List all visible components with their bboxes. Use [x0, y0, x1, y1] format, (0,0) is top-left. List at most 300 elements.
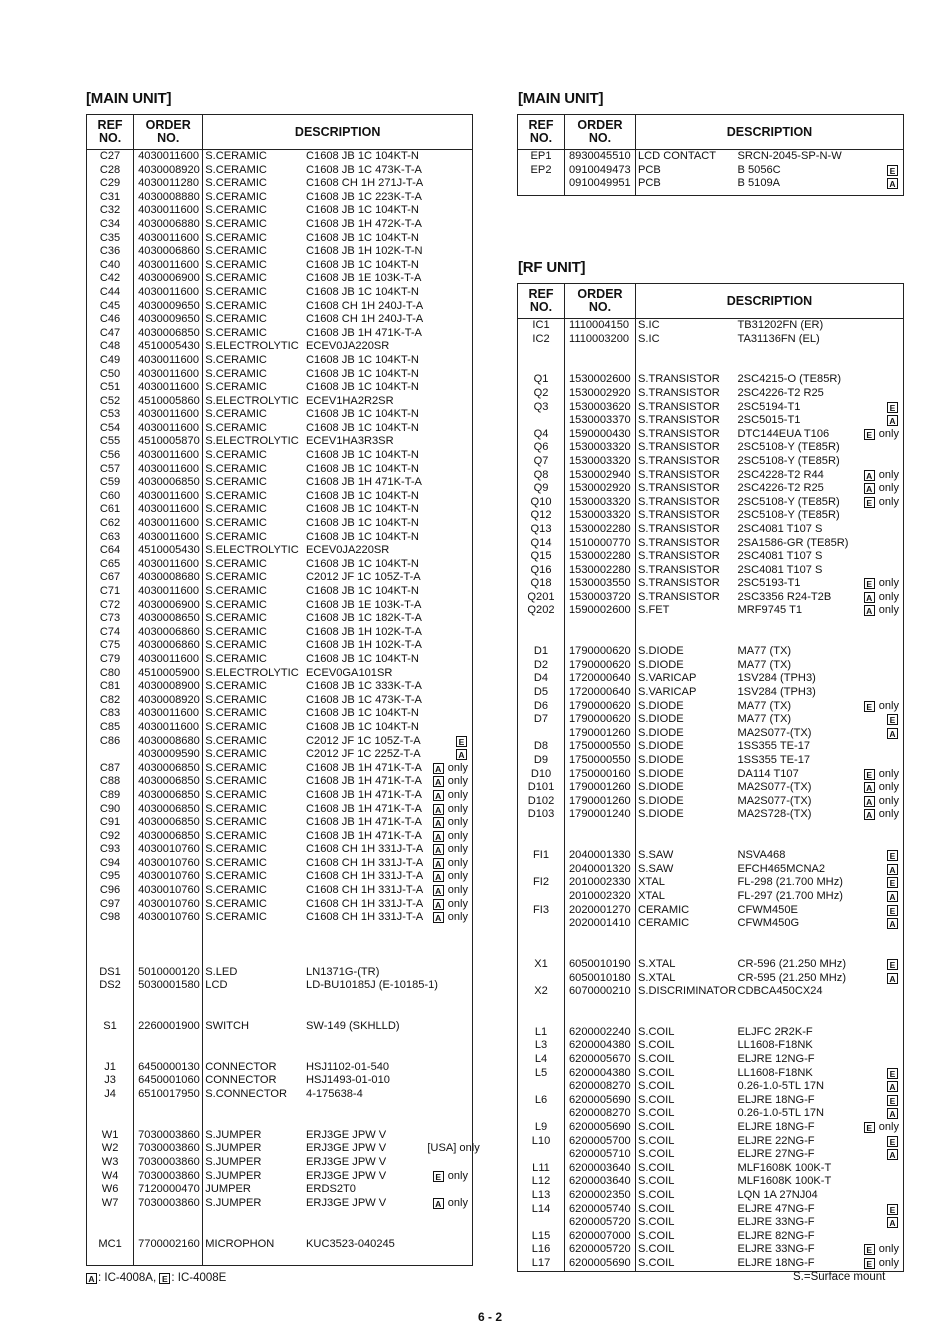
part-value-cell: CR-596 (21.250 MHz)	[737, 957, 847, 970]
order-no-cell: 4030008920	[134, 164, 203, 178]
part-value-cell: C2012 JF 1C 105Z-T-A	[306, 571, 421, 584]
part-type-cell: S.CERAMIC	[205, 788, 267, 801]
model-note-cell: E only	[858, 700, 904, 714]
spacer-row	[87, 1047, 473, 1061]
table-row	[518, 1135, 904, 1149]
spacer-row	[87, 1210, 473, 1224]
description-header: DESCRIPTION	[636, 284, 904, 319]
spacer-row	[518, 360, 904, 374]
order-no-cell: 1750000550	[565, 740, 636, 754]
part-value-cell: C1608 CH 1H 331J-T-A	[306, 911, 424, 924]
model-a-icon: A	[433, 899, 444, 910]
model-note-cell	[858, 1162, 904, 1176]
order-no-cell: 4030006850	[134, 789, 203, 803]
table-row	[87, 653, 473, 667]
part-type-cell: S.DIODE	[638, 808, 684, 821]
part-value-cell: MA2S728-(TX)	[737, 808, 812, 821]
spacer-row	[87, 993, 473, 1007]
ref-no-cell: L11	[518, 1162, 565, 1176]
model-note-cell	[426, 300, 472, 314]
part-type-cell: CONNECTOR	[205, 1074, 277, 1087]
model-note-cell	[426, 694, 472, 708]
model-note-cell: A only	[426, 898, 472, 912]
table-row	[518, 863, 904, 877]
order-no-cell: 4030006860	[134, 245, 203, 259]
part-value-cell: ELJRE 18NG-F	[737, 1093, 815, 1106]
part-value-cell: MA2S077-(TX)	[737, 726, 812, 739]
spacer-row	[87, 952, 473, 966]
model-a-icon: A	[86, 1273, 97, 1284]
model-note-cell: A only	[858, 604, 904, 618]
ref-no-cell: Q2	[518, 387, 565, 401]
order-no-cell: 6200005720	[565, 1216, 636, 1230]
part-value-cell: MLF1608K 100K-T	[737, 1161, 832, 1174]
model-note-cell	[858, 1053, 904, 1067]
order-no-cell: 7030003860	[134, 1142, 203, 1156]
table-row	[87, 435, 473, 449]
model-note-cell	[858, 849, 904, 863]
model-note-cell	[426, 395, 472, 409]
main-unit-parts-table-2	[517, 114, 904, 196]
part-value-cell: ELJFC 2R2K-F	[737, 1025, 813, 1038]
part-value-cell: 2SC4081 T107 S	[737, 563, 823, 576]
order-no-cell: 1790000620	[565, 713, 636, 727]
part-value-cell: ELJRE 18NG-F	[737, 1256, 815, 1269]
part-value-cell: ERDS2T0	[306, 1183, 356, 1196]
table-row	[87, 612, 473, 626]
model-note-cell	[426, 327, 472, 341]
part-value-cell: C1608 CH 1H 331J-T-A	[306, 884, 424, 897]
order-no-cell: 4030011600	[134, 422, 203, 436]
ref-no-cell: C81	[87, 680, 134, 694]
table-row	[87, 789, 473, 803]
table-row	[518, 1080, 904, 1094]
part-type-cell: S.TRANSISTOR	[638, 400, 720, 413]
order-no-cell: 4030011280	[134, 177, 203, 191]
model-a-icon: A	[887, 973, 898, 984]
order-no-cell: 1530002280	[565, 523, 636, 537]
order-no-cell: 6200005740	[565, 1203, 636, 1217]
table-row	[87, 408, 473, 422]
table-row	[518, 1203, 904, 1217]
table-row	[87, 463, 473, 477]
table-row	[87, 422, 473, 436]
model-note-cell: A only	[426, 1197, 472, 1211]
spacer-row	[87, 1034, 473, 1048]
model-note-cell	[426, 164, 472, 178]
ref-no-cell: J3	[87, 1074, 134, 1088]
model-note-cell	[426, 408, 472, 422]
table-row	[518, 564, 904, 578]
model-a-icon: A	[887, 178, 898, 189]
order-no-cell: 4030006860	[134, 639, 203, 653]
model-e-icon: E	[864, 578, 875, 589]
table-row	[87, 300, 473, 314]
table-row	[87, 1129, 473, 1143]
part-value-cell: C1608 JB 1C 104KT-N	[306, 585, 419, 597]
part-value-cell: 1SS355 TE-17	[737, 754, 811, 766]
order-no-cell: 4030010760	[134, 843, 203, 857]
table-row	[87, 177, 473, 191]
model-note-cell	[426, 422, 472, 436]
table-row	[87, 830, 473, 844]
model-a-icon: A	[433, 763, 444, 774]
part-type-cell: S.CERAMIC	[205, 503, 267, 516]
order-no-cell: 4030011600	[134, 653, 203, 667]
ref-no-cell: C53	[87, 408, 134, 422]
order-no-cell: 1790000620	[565, 700, 636, 714]
table-row	[87, 340, 473, 354]
model-a-icon: A	[864, 483, 875, 494]
model-a-icon: A	[433, 790, 444, 801]
part-value-cell: 2SC4215-O (TE85R)	[737, 373, 842, 386]
table-row	[87, 1061, 473, 1075]
model-note-cell	[858, 1039, 904, 1053]
model-note-cell: E only	[858, 496, 904, 510]
order-no-cell: 4030010760	[134, 884, 203, 898]
order-no-cell: 4030010760	[134, 857, 203, 871]
part-value-cell: C1608 CH 1H 331J-T-A	[306, 843, 424, 856]
model-e-icon: E	[864, 1244, 875, 1255]
ref-no-cell: C44	[87, 286, 134, 300]
order-no-cell: 5010000120	[134, 966, 203, 980]
part-type-cell: S.CERAMIC	[205, 245, 267, 258]
part-value-cell: C1608 CH 1H 271J-T-A	[306, 177, 424, 190]
ref-no-cell: X2	[518, 985, 565, 999]
model-note-cell	[858, 177, 904, 191]
spacer-row	[518, 1012, 904, 1026]
part-type-cell: LCD	[205, 979, 228, 992]
model-note-cell	[858, 686, 904, 700]
part-type-cell: S.DIODE	[638, 740, 684, 753]
table-row	[518, 781, 904, 795]
part-value-cell: C1608 JB 1C 473K-T-A	[306, 693, 422, 706]
ref-no-cell: C52	[87, 395, 134, 409]
part-type-cell: S.CERAMIC	[205, 761, 267, 774]
model-note-cell	[426, 1238, 472, 1252]
model-note-cell	[426, 721, 472, 735]
table-row	[87, 531, 473, 545]
order-no-cell: 6200002350	[565, 1189, 636, 1203]
order-no-cell: 6050010180	[565, 972, 636, 986]
table-row	[518, 700, 904, 714]
model-note-cell	[858, 917, 904, 931]
order-no-cell: 4030011600	[134, 354, 203, 368]
part-value-cell: C1608 JB 1C 104KT-N	[306, 652, 419, 665]
model-note-cell	[426, 1183, 472, 1197]
ref-no-cell: C83	[87, 707, 134, 721]
table-row	[87, 1238, 473, 1252]
ref-no-cell	[518, 177, 565, 191]
table-row	[87, 1088, 473, 1102]
model-note-cell	[858, 164, 904, 178]
part-value-cell: 2SC4228-T2 R44	[737, 468, 824, 481]
model-note-cell	[426, 1061, 472, 1075]
part-value-cell: 4-175638-4	[306, 1087, 363, 1100]
ref-no-cell: Q201	[518, 591, 565, 605]
model-note-cell	[426, 1074, 472, 1088]
ref-no-cell: W4	[87, 1170, 134, 1184]
model-e-icon: E	[864, 769, 875, 780]
ref-no-cell: Q9	[518, 482, 565, 496]
table-row	[518, 455, 904, 469]
part-value-cell: C1608 JB 1H 102K-T-A	[306, 625, 422, 638]
model-note-cell: A only	[858, 795, 904, 809]
order-no-cell: 7030003860	[134, 1156, 203, 1170]
part-type-cell: S.CERAMIC	[205, 408, 267, 421]
part-type-cell: S.LED	[205, 965, 238, 978]
ref-no-cell: Q8	[518, 469, 565, 483]
ref-no-cell: C55	[87, 435, 134, 449]
part-type-cell: S.JUMPER	[205, 1196, 262, 1209]
model-note-cell	[426, 748, 472, 762]
order-no-cell: 2020001410	[565, 917, 636, 931]
order-no-cell: 4030010760	[134, 870, 203, 884]
model-note-cell	[858, 972, 904, 986]
part-value-cell: C1608 JB 1C 104KT-N	[306, 150, 419, 162]
order-no-cell: 7700002160	[134, 1238, 203, 1252]
ref-no-cell: Q4	[518, 428, 565, 442]
ref-no-cell: L16	[518, 1243, 565, 1257]
order-no-cell: 1790001260	[565, 781, 636, 795]
model-e-icon: E	[433, 1171, 444, 1182]
table-row	[87, 639, 473, 653]
model-a-icon: A	[864, 782, 875, 793]
model-note-cell	[858, 564, 904, 578]
order-no-cell: 1530003720	[565, 591, 636, 605]
part-type-cell: S.CERAMIC	[205, 217, 267, 230]
part-value-cell: C1608 CH 1H 331J-T-A	[306, 897, 424, 910]
table-row	[87, 1197, 473, 1211]
part-value-cell: C1608 JB 1C 104KT-N	[306, 204, 419, 217]
description-header: DESCRIPTION	[636, 115, 904, 150]
model-note-cell	[426, 286, 472, 300]
part-value-cell: C1608 JB 1H 102K-T-A	[306, 639, 422, 652]
model-a-icon: A	[864, 796, 875, 807]
part-type-cell: S.CERAMIC	[205, 612, 267, 625]
model-note-cell	[426, 177, 472, 191]
table-row	[87, 979, 473, 993]
part-value-cell: 0.26-1.0-5TL 17N	[737, 1080, 825, 1093]
ref-no-cell	[87, 748, 134, 762]
order-no-cell: 1530003320	[565, 509, 636, 523]
ref-no-cell: D10	[518, 768, 565, 782]
order-no-cell: 6200007000	[565, 1230, 636, 1244]
part-type-cell: S.VARICAP	[638, 686, 697, 699]
order-no-cell: 2010002330	[565, 876, 636, 890]
ref-no-cell: C50	[87, 368, 134, 382]
table-row	[518, 1162, 904, 1176]
page-number: 6 - 2	[478, 1310, 503, 1324]
ref-no-cell: DS2	[87, 979, 134, 993]
order-no-cell: 2040001330	[565, 849, 636, 863]
order-no-cell: 6200005720	[565, 1243, 636, 1257]
order-no-header: ORDER NO.	[565, 284, 636, 319]
order-no-cell: 1750000550	[565, 754, 636, 768]
part-type-cell: S.CERAMIC	[205, 163, 267, 176]
order-no-cell: 1530002280	[565, 564, 636, 578]
order-no-cell: 4030011600	[134, 204, 203, 218]
order-no-cell: 0910049473	[565, 164, 636, 178]
order-no-cell: 4030011600	[134, 286, 203, 300]
order-no-cell: 1720000640	[565, 672, 636, 686]
model-note-cell: E only	[858, 1243, 904, 1257]
model-e-icon: E	[887, 905, 898, 916]
ref-no-cell: C91	[87, 816, 134, 830]
part-value-cell: 2SC5193-T1	[737, 577, 801, 590]
table-row	[87, 150, 473, 164]
part-value-cell: ECEV1HA3R3SR	[306, 435, 394, 448]
spacer-row	[518, 999, 904, 1013]
table-row	[518, 890, 904, 904]
part-value-cell: B 5109A	[737, 177, 781, 190]
table-row	[87, 395, 473, 409]
order-no-cell: 4030006850	[134, 816, 203, 830]
part-type-cell: S.VARICAP	[638, 672, 697, 685]
order-no-cell: 6200005690	[565, 1257, 636, 1271]
model-a-icon: A	[864, 592, 875, 603]
model-note-cell: A only	[426, 843, 472, 857]
table-row	[87, 884, 473, 898]
part-type-cell: S.TRANSISTOR	[638, 441, 720, 454]
ref-no-cell: C65	[87, 558, 134, 572]
table-row	[87, 735, 473, 749]
part-type-cell: S.JUMPER	[205, 1128, 262, 1141]
part-value-cell: LQN 1A 27NJ04	[737, 1189, 818, 1201]
order-no-cell: 1790000620	[565, 659, 636, 673]
model-note-cell: A only	[426, 884, 472, 898]
model-a-icon: A	[887, 1217, 898, 1228]
table-row	[87, 911, 473, 925]
part-value-cell: C1608 JB 1C 104KT-N	[306, 367, 419, 380]
ref-no-header: REF NO.	[518, 284, 565, 319]
ref-no-cell: Q15	[518, 550, 565, 564]
table-row	[518, 1107, 904, 1121]
order-no-cell: 1590002600	[565, 604, 636, 618]
order-no-cell: 4030011600	[134, 490, 203, 504]
order-no-cell: 4030011600	[134, 259, 203, 273]
part-value-cell: C1608 JB 1H 472K-T-A	[306, 217, 422, 230]
order-no-cell: 4030011600	[134, 368, 203, 382]
order-no-cell: 5030001580	[134, 979, 203, 993]
table-row	[518, 1121, 904, 1135]
table-row	[518, 509, 904, 523]
ref-no-cell: W2	[87, 1142, 134, 1156]
part-value-cell: C1608 JB 1H 102K-T-N	[306, 245, 423, 258]
model-note-cell	[858, 1148, 904, 1162]
part-value-cell: C1608 CH 1H 331J-T-A	[306, 870, 424, 883]
model-note-cell	[858, 150, 904, 164]
table-row	[87, 368, 473, 382]
part-type-cell: PCB	[638, 177, 661, 190]
ref-no-cell: C97	[87, 898, 134, 912]
part-type-cell: JUMPER	[205, 1183, 251, 1196]
model-note-cell	[858, 713, 904, 727]
ref-no-cell: C60	[87, 490, 134, 504]
model-e-icon: E	[887, 402, 898, 413]
table-row	[518, 917, 904, 931]
part-type-cell: S.CERAMIC	[205, 299, 267, 312]
part-value-cell: 1SV284 (TPH3)	[737, 686, 816, 699]
spacer-row	[518, 931, 904, 945]
table-row	[518, 672, 904, 686]
part-value-cell: CFWM450G	[737, 917, 800, 930]
table-row	[518, 577, 904, 591]
ref-no-cell	[518, 727, 565, 741]
ref-no-cell: FI1	[518, 849, 565, 863]
model-note-cell	[858, 1203, 904, 1217]
model-note-cell: A only	[426, 816, 472, 830]
ref-no-cell: L14	[518, 1203, 565, 1217]
model-note-cell	[426, 544, 472, 558]
model-note-cell	[858, 414, 904, 428]
part-value-cell: ELJRE 47NG-F	[737, 1202, 815, 1215]
table-row	[518, 428, 904, 442]
spacer-row	[518, 632, 904, 646]
model-e-icon: E	[887, 1136, 898, 1147]
model-note-cell	[426, 680, 472, 694]
part-type-cell: S.COIL	[638, 1134, 675, 1147]
ref-no-cell: L9	[518, 1121, 565, 1135]
model-a-icon: A	[433, 817, 444, 828]
table-row	[87, 626, 473, 640]
part-value-cell: C1608 JB 1C 104KT-N	[306, 489, 419, 502]
part-value-cell: FL-297 (21.700 MHz)	[737, 889, 843, 902]
order-no-cell: 4030006850	[134, 830, 203, 844]
part-type-cell: S.CERAMIC	[205, 870, 267, 883]
part-value-cell: 2SC5194-T1	[737, 400, 801, 413]
table-row	[518, 1243, 904, 1257]
part-type-cell: XTAL	[638, 889, 665, 902]
part-value-cell: ERJ3GE JPW V	[306, 1128, 387, 1141]
model-note-cell: E only	[858, 577, 904, 591]
order-no-cell: 4510005430	[134, 544, 203, 558]
table-row	[87, 803, 473, 817]
table-row	[518, 604, 904, 618]
part-type-cell: S.JUMPER	[205, 1155, 262, 1168]
part-value-cell: C1608 JB 1C 104KT-N	[306, 421, 419, 434]
part-value-cell: ERJ3GE JPW V	[306, 1155, 387, 1168]
table-row	[87, 354, 473, 368]
ref-no-cell: Q6	[518, 441, 565, 455]
model-e-icon: E	[887, 1095, 898, 1106]
spacer-row	[87, 938, 473, 952]
table-row	[87, 843, 473, 857]
part-value-cell: C1608 JB 1C 104KT-N	[306, 557, 419, 570]
part-value-cell: TA31136FN (EL)	[737, 332, 820, 345]
order-no-cell: 6200005690	[565, 1121, 636, 1135]
table-row	[87, 204, 473, 218]
part-value-cell: C1608 JB 1H 471K-T-A	[306, 816, 422, 829]
table-row	[87, 707, 473, 721]
table-row	[518, 150, 904, 164]
part-type-cell: S.COIL	[638, 1053, 675, 1066]
part-type-cell: CONNECTOR	[205, 1060, 277, 1073]
order-no-cell: 6510017950	[134, 1088, 203, 1102]
model-note-cell	[858, 672, 904, 686]
ref-no-cell: D9	[518, 754, 565, 768]
part-value-cell: KUC3523-040245	[306, 1237, 395, 1250]
model-note-cell	[858, 455, 904, 469]
model-note-cell: E only	[858, 428, 904, 442]
part-type-cell: S.CERAMIC	[205, 190, 267, 203]
order-no-cell: 1530003320	[565, 441, 636, 455]
model-note-cell: A only	[858, 781, 904, 795]
part-type-cell: S.DIODE	[638, 645, 684, 658]
table-row	[87, 898, 473, 912]
model-note-cell	[426, 585, 472, 599]
part-type-cell: S.COIL	[638, 1107, 675, 1120]
